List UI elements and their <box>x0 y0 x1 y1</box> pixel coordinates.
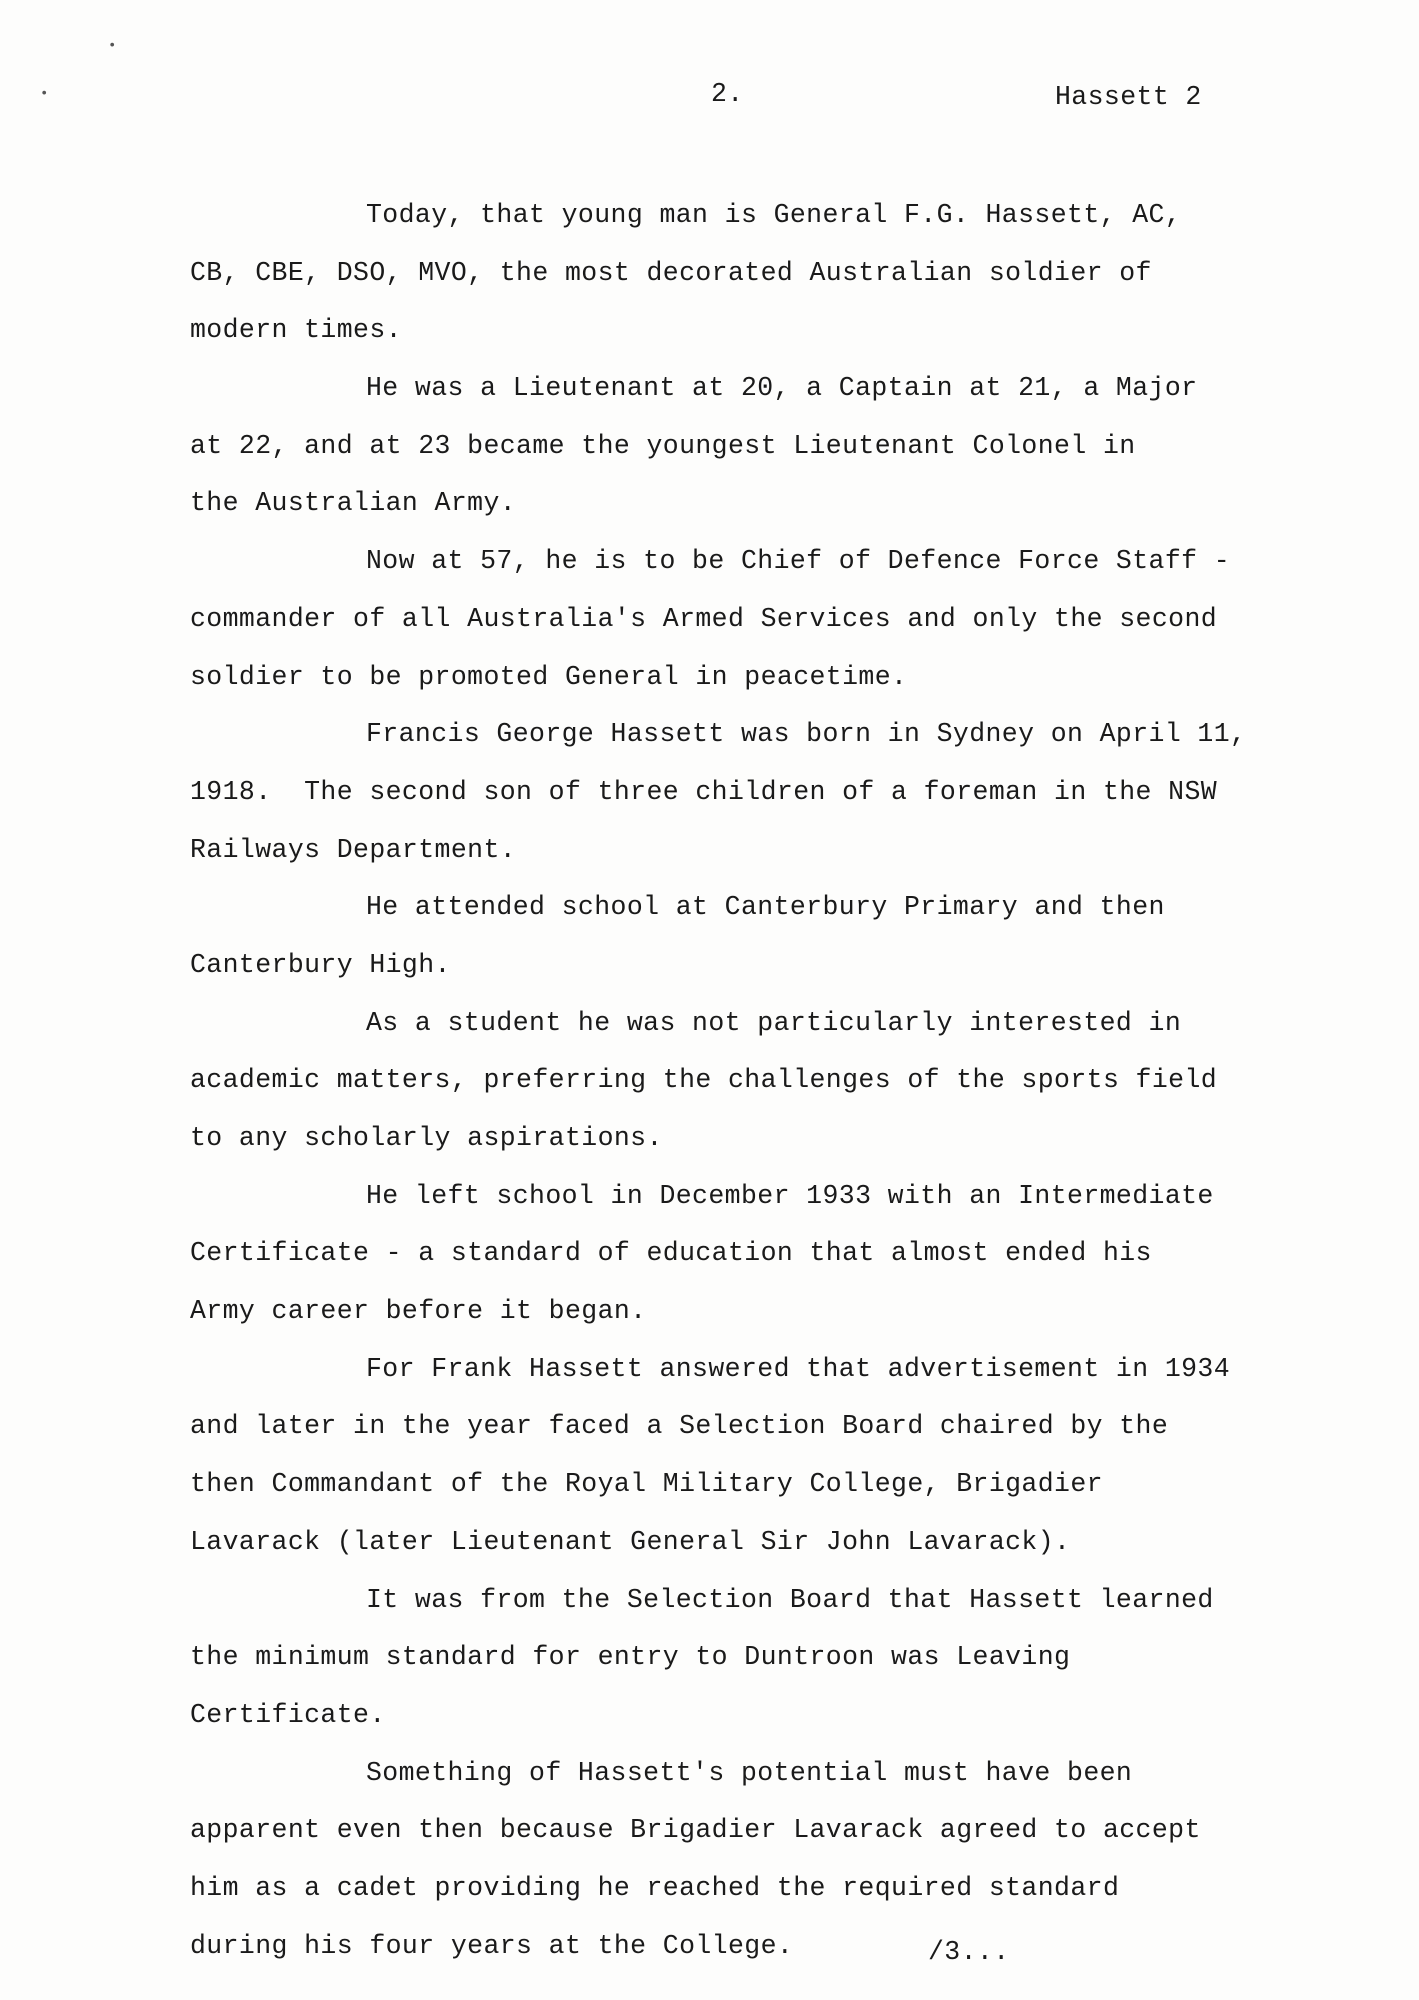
text-line: the Australian Army. <box>190 488 517 519</box>
text-line: He attended school at Canterbury Primary and then <box>366 892 1165 923</box>
text-line: and later in the year faced a Selection Board chaired by the <box>190 1411 1169 1442</box>
text-line: Something of Hassett's potential must have been <box>366 1757 1133 1788</box>
text-line: For Frank Hassett answered that advertisement in 1934 <box>366 1353 1231 1384</box>
text-line: soldier to be promoted General in peacetime. <box>190 661 908 692</box>
text-line: academic matters, preferring the challenges of the sports field <box>190 1065 1218 1096</box>
paragraph <box>190 879 1300 994</box>
text-line: 1918. The second son of three children of a foreman in the NSW <box>190 776 1218 807</box>
text-line: It was from the Selection Board that Hassett learned <box>366 1584 1214 1615</box>
text-line: Railways Department. <box>190 834 517 865</box>
paragraph <box>190 360 1300 533</box>
text-line: commander of all Australia's Armed Services and only the second <box>190 603 1218 634</box>
text-line: Now at 57, he is to be Chief of Defence Force Staff - <box>366 546 1231 577</box>
text-line: Lavarack (later Lieutenant General Sir John Lavarack). <box>190 1526 1071 1557</box>
text-line: As a student he was not particularly interested in <box>366 1007 1182 1038</box>
paragraph <box>190 1745 1300 1976</box>
text-line: He was a Lieutenant at 20, a Captain at 21, a Major <box>366 373 1198 404</box>
paragraph <box>190 1168 1300 1341</box>
text-line: at 22, and at 23 became the youngest Lieutenant Colonel in <box>190 430 1136 461</box>
paragraph <box>190 1341 1300 1572</box>
continuation-marker: /3... <box>928 1937 1010 1967</box>
text-line: Certificate - a standard of education that almost ended his <box>190 1238 1152 1269</box>
document-body <box>190 187 1300 1975</box>
paragraph <box>190 187 1300 360</box>
page-number: 2. <box>711 79 744 109</box>
text-line: the minimum standard for entry to Duntroon was Leaving <box>190 1642 1071 1673</box>
text-line: him as a cadet providing he reached the required standard <box>190 1872 1120 1903</box>
paragraph <box>190 1572 1300 1745</box>
text-line: Canterbury High. <box>190 949 451 980</box>
text-line: apparent even then because Brigadier Lavarack agreed to accept <box>190 1815 1201 1846</box>
text-line: Today, that young man is General F.G. Hassett, AC, <box>366 200 1182 230</box>
text-line: to any scholarly aspirations. <box>190 1123 663 1153</box>
text-line: CB, CBE, DSO, MVO, the most decorated Australian soldier of <box>190 257 1152 288</box>
document-header-title: Hassett 2 <box>1055 82 1202 112</box>
scan-speck: • <box>40 86 49 102</box>
paragraph <box>190 706 1300 879</box>
text-line: then Commandant of the Royal Military College, Brigadier <box>190 1469 1103 1500</box>
text-line: during his four years at the College. <box>190 1930 794 1961</box>
text-line: Army career before it began. <box>190 1296 647 1327</box>
text-line: Francis George Hassett was born in Sydney on April 11, <box>366 719 1247 750</box>
text-line: He left school in December 1933 with an Intermediate <box>366 1180 1214 1211</box>
paragraph <box>190 533 1300 706</box>
text-line: modern times. <box>190 315 402 346</box>
text-line: Certificate. <box>190 1699 386 1730</box>
paragraph <box>190 995 1300 1168</box>
scan-speck: • <box>108 38 117 54</box>
